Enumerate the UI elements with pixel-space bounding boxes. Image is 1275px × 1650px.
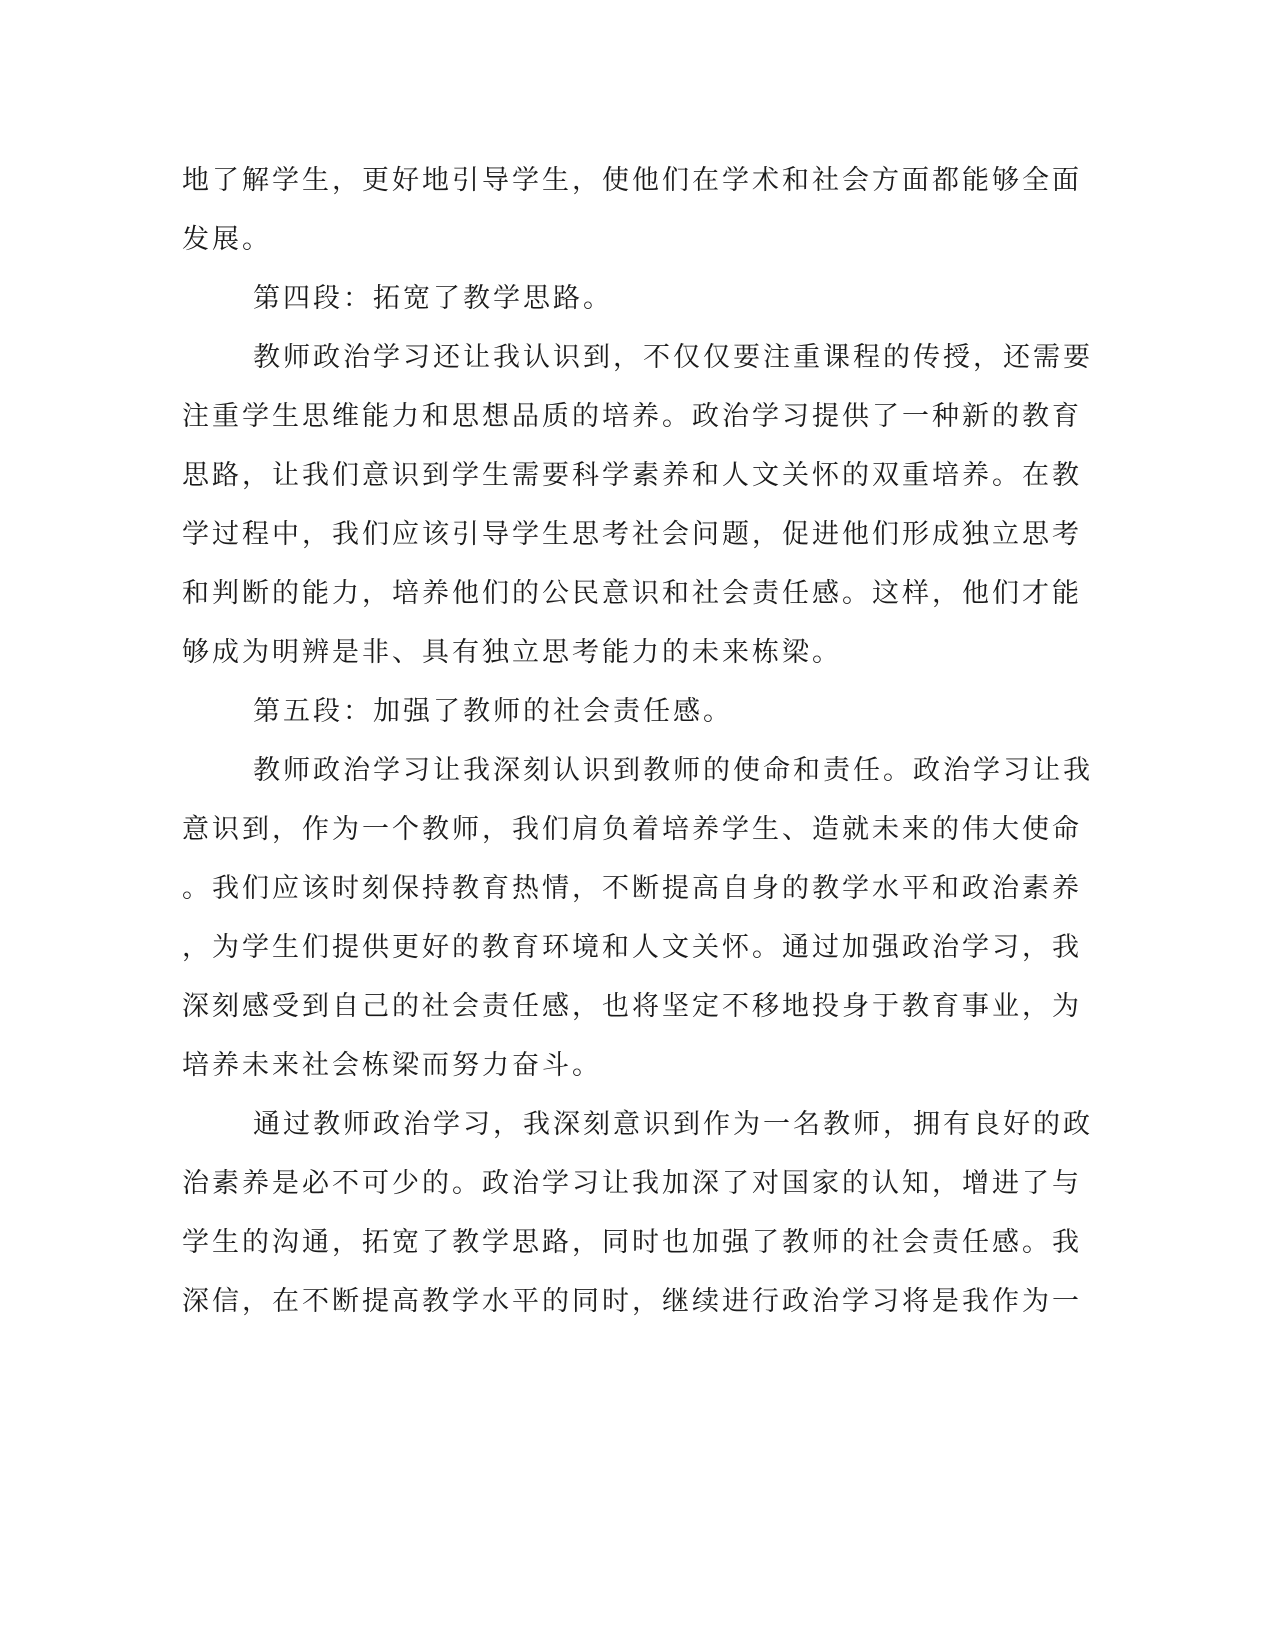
text-line: 教师政治学习让我深刻认识到教师的使命和责任。政治学习让我	[253, 755, 1093, 786]
text-line: 学生的沟通，拓宽了教学思路，同时也加强了教师的社会责任感。我	[182, 1227, 1082, 1258]
text-line: 深信，在不断提高教学水平的同时，继续进行政治学习将是我作为一	[182, 1286, 1082, 1317]
text-line: 发展。	[182, 224, 272, 255]
body-text	[182, 151, 1093, 1331]
text-line: 和判断的能力，培养他们的公民意识和社会责任感。这样，他们才能	[182, 578, 1082, 609]
text-line: 教师政治学习还让我认识到，不仅仅要注重课程的传授，还需要	[253, 342, 1093, 373]
section-heading: 第四段：拓宽了教学思路。	[253, 283, 613, 314]
text-line: 够成为明辨是非、具有独立思考能力的未来栋梁。	[182, 637, 842, 668]
text-line: 培养未来社会栋梁而努力奋斗。	[182, 1050, 602, 1081]
text-line: 学过程中，我们应该引导学生思考社会问题，促进他们形成独立思考	[182, 519, 1082, 550]
text-line: 。我们应该时刻保持教育热情，不断提高自身的教学水平和政治素养	[182, 873, 1082, 904]
text-line: 注重学生思维能力和思想品质的培养。政治学习提供了一种新的教育	[182, 401, 1082, 432]
text-line: 意识到，作为一个教师，我们肩负着培养学生、造就未来的伟大使命	[182, 814, 1082, 845]
text-line: 深刻感受到自己的社会责任感，也将坚定不移地投身于教育事业，为	[182, 991, 1082, 1022]
text-line: 地了解学生，更好地引导学生，使他们在学术和社会方面都能够全面	[182, 165, 1082, 196]
section-heading: 第五段：加强了教师的社会责任感。	[253, 696, 733, 727]
text-line: ，为学生们提供更好的教育环境和人文关怀。通过加强政治学习，我	[182, 932, 1082, 963]
text-line: 思路，让我们意识到学生需要科学素养和人文关怀的双重培养。在教	[182, 460, 1082, 491]
text-line: 治素养是必不可少的。政治学习让我加深了对国家的认知，增进了与	[182, 1168, 1082, 1199]
text-line: 通过教师政治学习，我深刻意识到作为一名教师，拥有良好的政	[253, 1109, 1093, 1140]
